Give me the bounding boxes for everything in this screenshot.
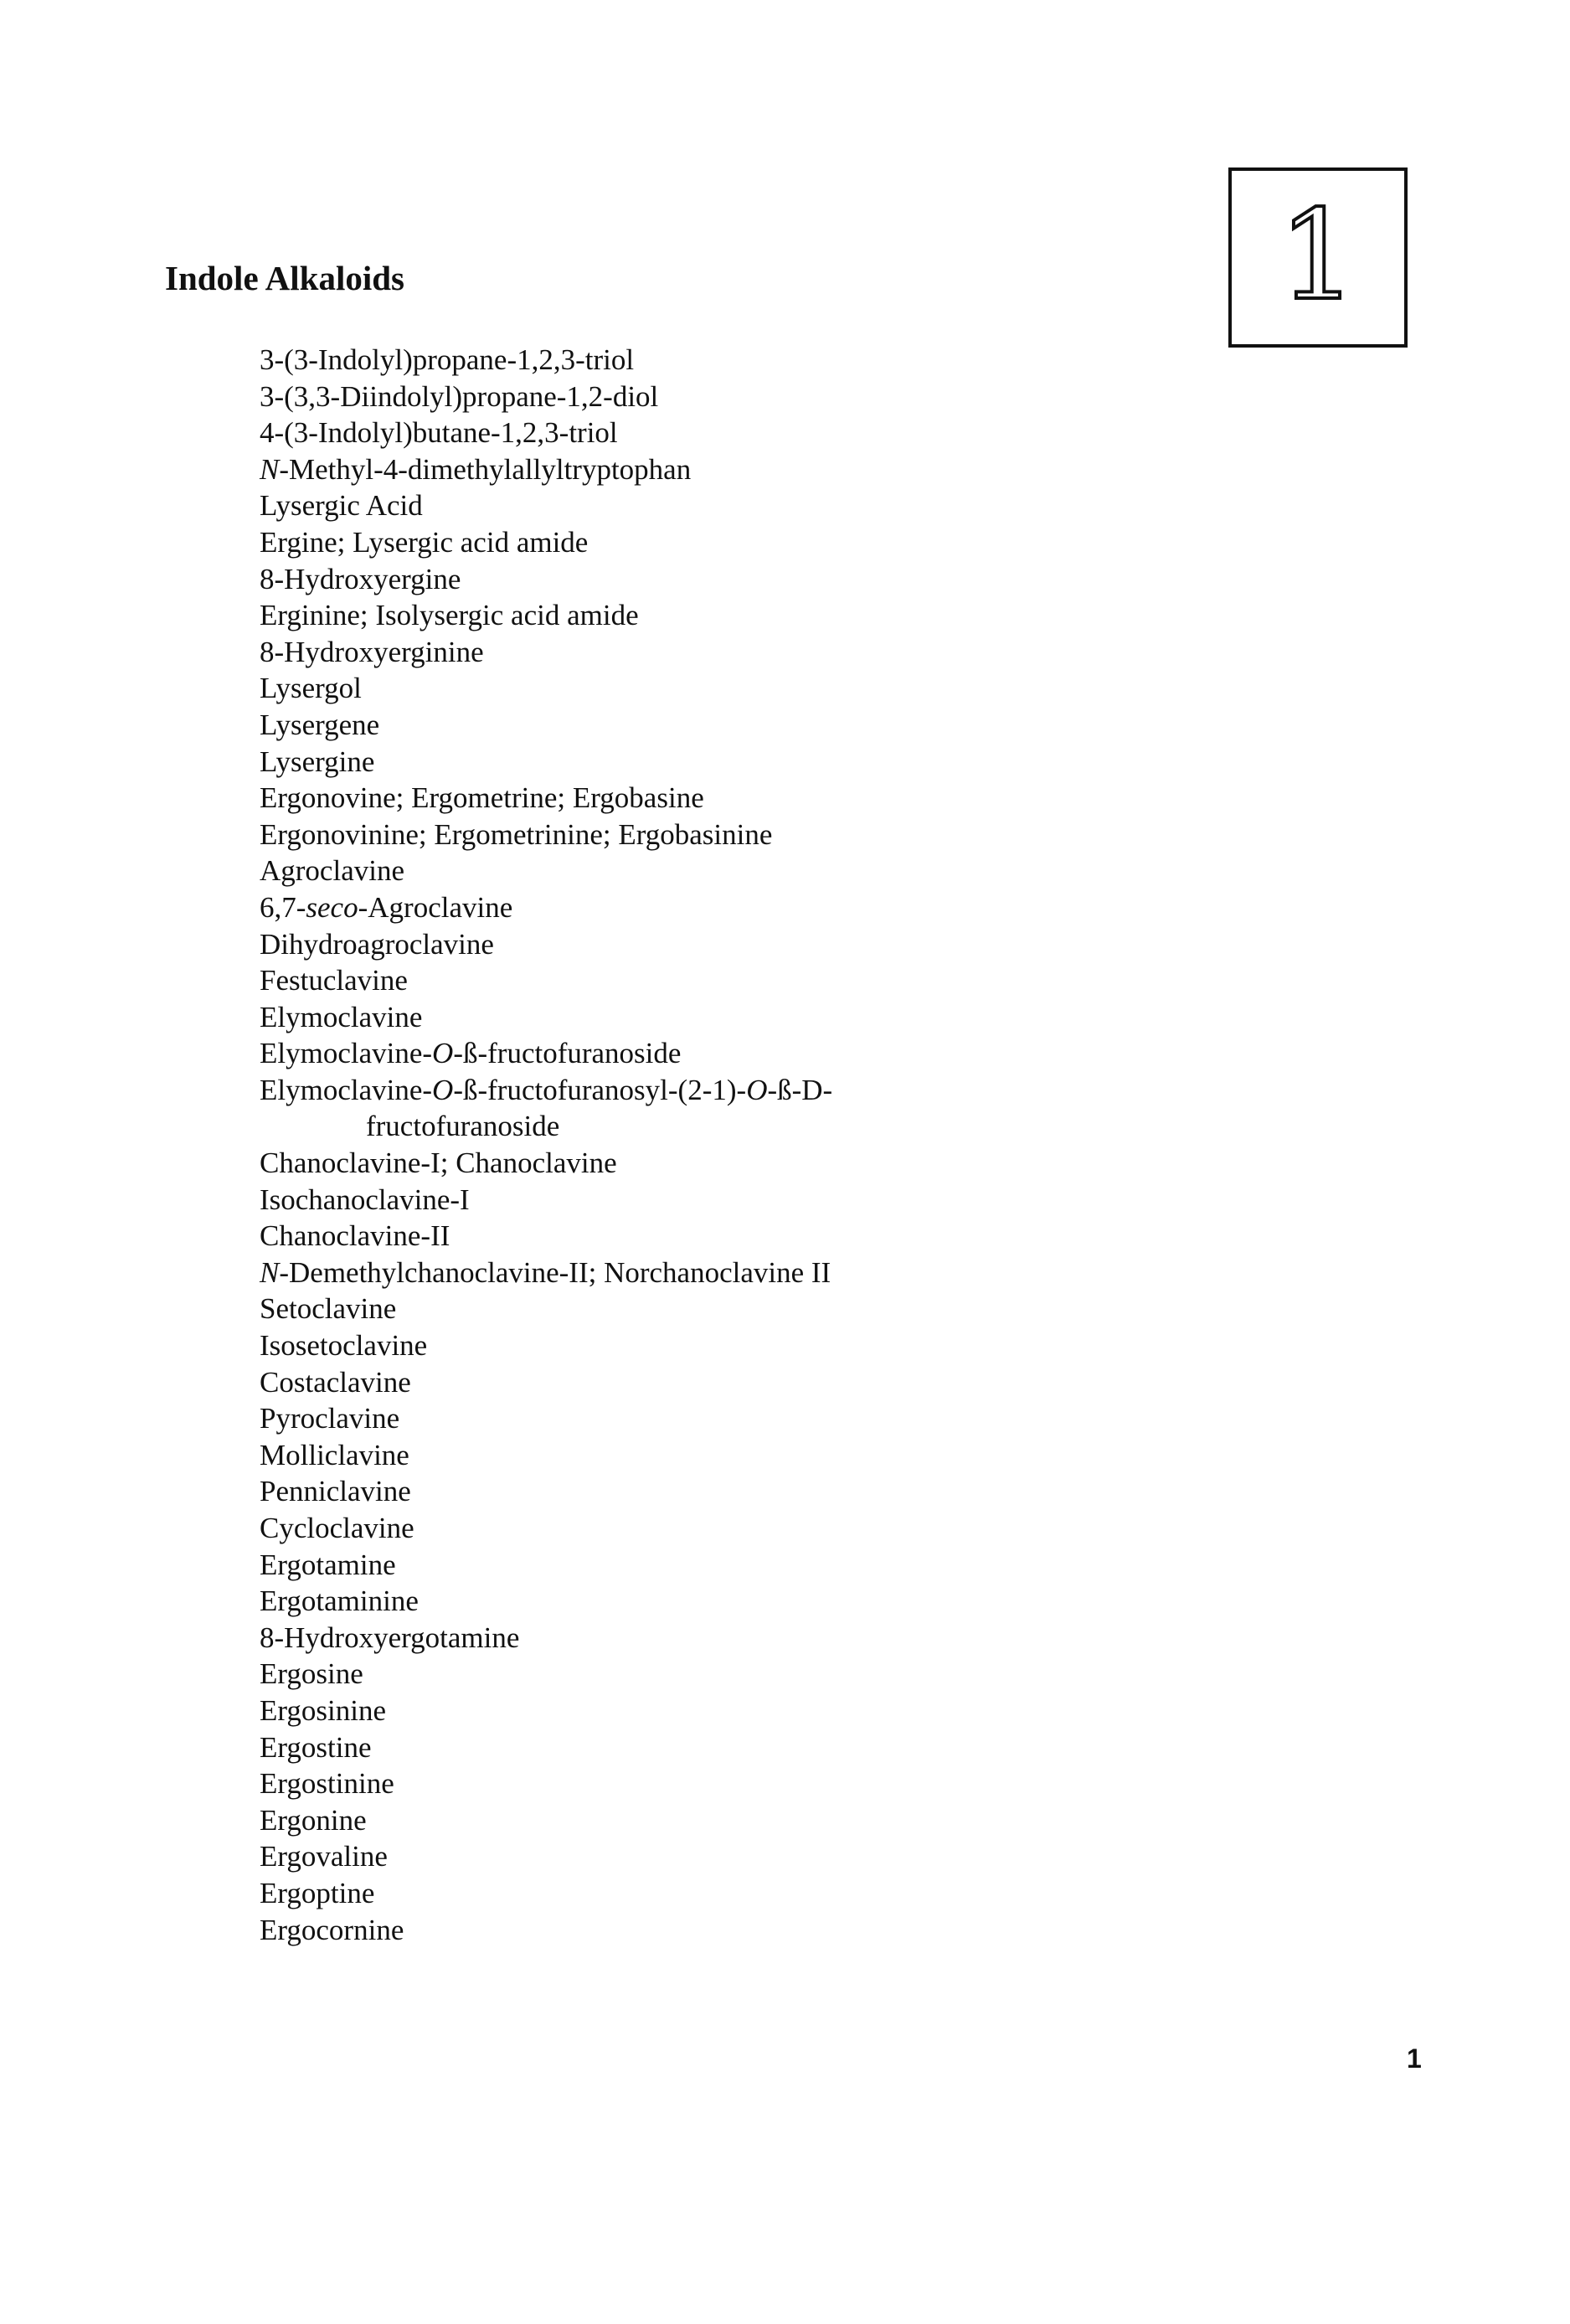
list-item: Lysergol [260,672,362,705]
list-item: Festuclavine [260,964,408,997]
list-item: Lysergene [260,708,380,741]
list-item: 3-(3,3-Diindolyl)propane-1,2-diol [260,379,659,413]
list-item: Elymoclavine-O-ß-fructofuranoside [260,1037,682,1070]
list-item: Ergovaline [260,1840,388,1873]
alkaloid-list [260,342,832,1948]
list-item: Cycloclavine [260,1512,414,1544]
list-item: Erginine; Isolysergic acid amide [260,599,639,632]
list-item: Ergotaminine [260,1585,419,1618]
list-item: Agroclavine [260,854,404,888]
list-item: Ergonine [260,1803,367,1837]
list-item: Ergonovine; Ergometrine; Ergobasine [260,781,704,815]
list-item: 4-(3-Indolyl)butane-1,2,3-triol [260,416,618,450]
list-item: Ergocornine [260,1913,404,1946]
list-item: Ergoptine [260,1876,375,1909]
list-item: Costaclavine [260,1365,411,1399]
list-item: Chanoclavine-II [260,1219,450,1253]
list-item: Penniclavine [260,1475,411,1508]
list-item: Ergostine [260,1730,372,1764]
list-item: Elymoclavine-O-ß-fructofuranosyl-(2-1)-O-ß-D- fructofuranoside [260,1073,833,1143]
list-item: 8-Hydroxyergotamine [260,1621,520,1654]
list-item: Chanoclavine-I; Chanoclavine [260,1147,617,1180]
chapter-title: Indole Alkaloids [165,259,404,297]
list-item: N-Methyl-4-dimethylallyltryptophan [260,452,692,486]
page-number: 1 [1407,2043,1422,2074]
list-item: Ergosine [260,1657,363,1691]
list-item: Setoclavine [260,1292,397,1326]
list-item: Ergine; Lysergic acid amide [260,525,589,559]
chapter-number-box [1228,167,1408,348]
list-item: Dihydroagroclavine [260,927,494,961]
list-item: Molliclavine [260,1438,409,1471]
list-item: Ergonovinine; Ergometrinine; Ergobasinine [260,817,773,851]
list-item: N-Demethylchanoclavine-II; Norchanoclavine II [260,1255,831,1289]
list-item: 8-Hydroxyerginine [260,635,484,668]
list-item: Isosetoclavine [260,1329,428,1363]
list-item: Pyroclavine [260,1402,400,1435]
list-item: Isochanoclavine-I [260,1183,470,1216]
chapter-number: 1 [1278,183,1358,327]
list-item: 8-Hydroxyergine [260,562,461,595]
list-item: Elymoclavine [260,1000,423,1033]
list-item: 6,7-seco-Agroclavine [260,890,513,924]
list-item: Lysergic Acid [260,489,423,523]
list-item: Lysergine [260,745,375,778]
list-item: 3-(3-Indolyl)propane-1,2,3-triol [260,343,635,376]
list-item: Ergotamine [260,1548,396,1581]
list-item: Ergostinine [260,1767,394,1801]
list-item: Ergosinine [260,1693,387,1727]
